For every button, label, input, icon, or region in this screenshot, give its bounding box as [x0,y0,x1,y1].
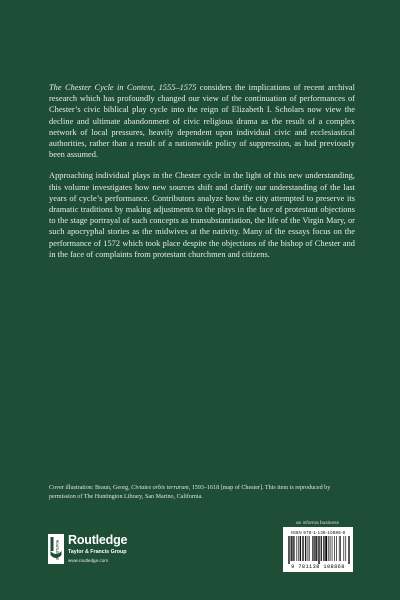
barcode-bar [319,536,320,564]
barcode-bar [300,536,301,561]
barcode-digits: 9 781138 108868 [291,564,345,570]
book-title: The Chester Cycle in Context, 1555–1575 [49,83,197,92]
barcode-bar [336,536,337,561]
isbn-label: ISBN 978-1-138-10886-8 [290,530,346,535]
barcode-bar [316,536,317,561]
barcode-bar [294,536,295,561]
barcode-bar [345,536,346,561]
barcode-bar [289,536,290,564]
barcode-bar [326,536,327,561]
back-cover-blurb [49,82,355,270]
barcode-bar [327,536,328,561]
barcode-bar [321,536,322,561]
barcode-bar [321,536,322,561]
barcode-bar [323,536,324,561]
barcode-bar [300,536,301,561]
publisher-logo [48,531,168,571]
barcode-bar [308,536,309,561]
barcode-bar [298,536,299,561]
routledge-mark-icon [48,534,64,564]
publisher-url: www.routledge.com [68,558,109,563]
barcode-bar [291,536,292,561]
barcode-bar [330,536,331,561]
barcode-bar [288,536,289,564]
barcode-bar [334,536,335,561]
barcode-bar [332,536,333,561]
barcode-bar [348,536,349,564]
barcode-bar [314,536,315,561]
barcode-bar [315,536,316,561]
barcode-bar [343,536,344,561]
barcode-bar [296,536,297,561]
credit-suffix: , 1593–1618 [map of Chester]. This item is reproduced by permission of The Huntington Library, San Marino, California. [49,485,331,500]
barcode-bar [313,536,314,561]
barcode-bar [305,536,306,561]
barcode-bar [291,536,292,561]
barcode-bar [302,536,303,561]
blurb-paragraph-1 [49,82,355,160]
barcode-bar [339,536,340,561]
barcode-bar [309,536,310,561]
blurb-paragraph-1-text: considers the implications of recent archival research which has profoundly changed our view of the continuation of performances of Chester’s civic biblical play cycle into the reign of Elizabeth I. Scholars now view the decline and ultimate abandonment of civic religious drama as the result of a complex network of local pressures, heavily dependent upon individual civic and ecclesiastical authorities, rather than a result of a nationwide policy of suppression, as had previously been assumed. [49,83,356,160]
credit-prefix: Cover illustration: Braun, Georg, [49,485,132,491]
blurb-paragraph-2: Approaching individual plays in the Chester cycle in the light of this new understanding, this volume investigates how new sources shift and clarify our understanding of the last years of cycle’s performance. Contributors analyze how the city attempted to preserve its dramatic traditions by making adjustments to the plays in the face of protestant objections to the stage portrayal of such concepts as transubstantiation, the life of the Virgin Mary, or such apocryphal stories as the midwives at the nativity. Many of the essays focus on the performance of 1572 which took place despite the objections of the bishop of Chester and in the face of complaints from protestant churchmen and citizens. [49,171,355,259]
barcode-bar [318,536,319,564]
barcode-bar [317,536,318,561]
barcode-icon [288,536,350,564]
credit-title: Civiates orbis terrarum [131,485,189,491]
barcode-bar [324,536,325,561]
barcode-bar [328,536,329,561]
barcode-bar [293,536,294,561]
barcode-bar [303,536,304,561]
publisher-name: Routledge [68,533,128,547]
barcode-bar [340,536,341,561]
barcode-bar [349,536,350,564]
cover-credit [49,484,355,501]
barcode-bar [306,536,307,561]
barcode-box [283,527,353,572]
barcode-bar [292,536,293,561]
informa-tagline: an informa business [296,521,339,526]
barcode-bar [325,536,326,561]
publisher-group: Taylor & Francis Group [68,549,127,555]
mark-text: ROUTLEDGE [55,540,59,561]
barcode-bar [312,536,313,561]
